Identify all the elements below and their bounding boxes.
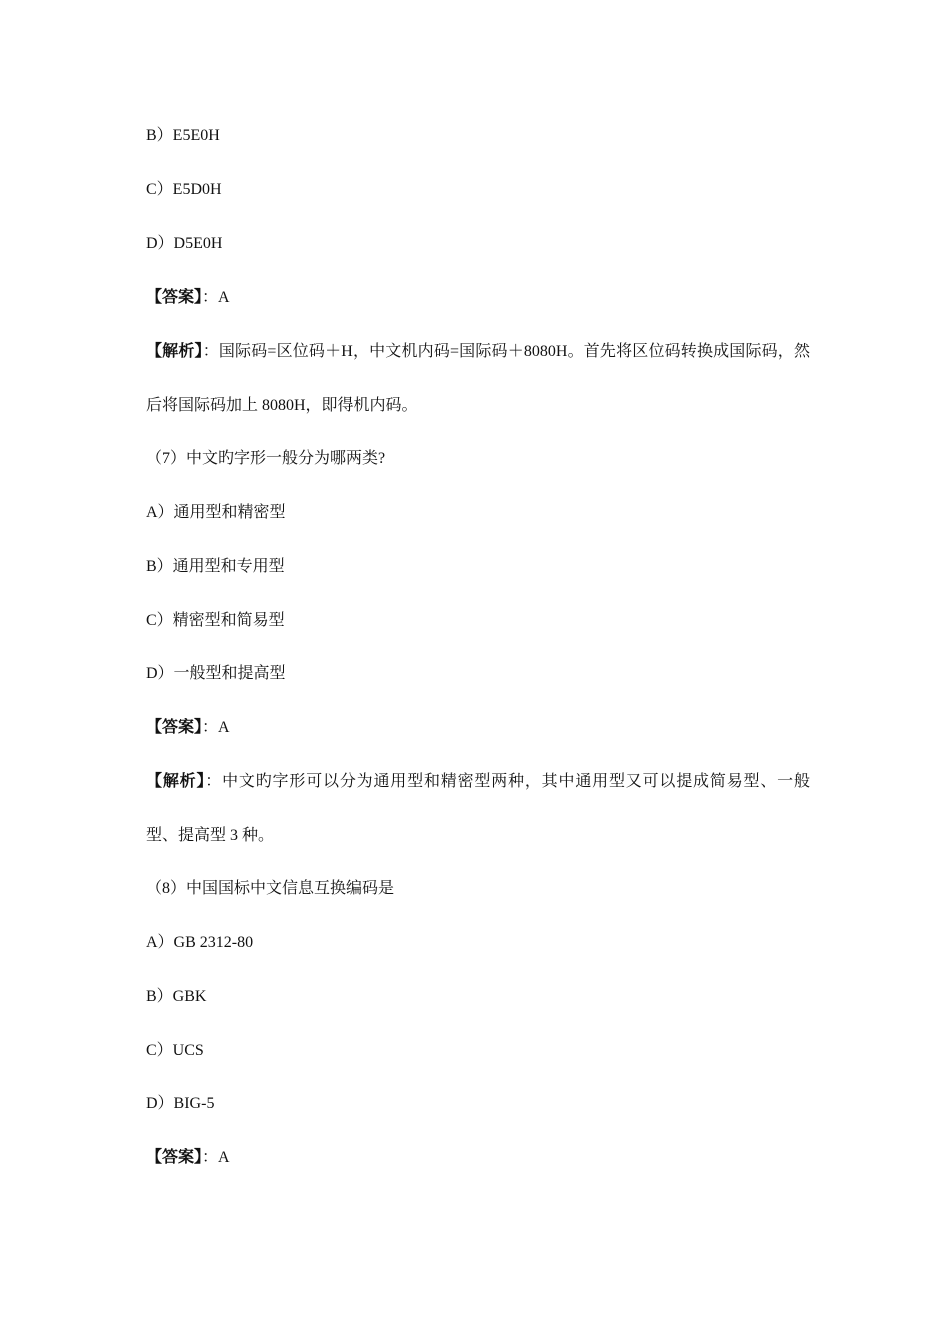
answer-tag: 【答案】 — [146, 719, 203, 736]
q6-option-c: C）E5D0H — [146, 181, 222, 198]
q7-option-a: A）通用型和精密型 — [146, 504, 286, 521]
analysis-text: ：中文旳字形可以分为通用型和精密型两种，其中通用型又可以提成简易型、一般型、提高型 3 种。 — [146, 773, 810, 844]
q7-option-b: B）通用型和专用型 — [146, 558, 285, 575]
analysis-tag: 【解析】 — [146, 343, 203, 360]
answer-tag: 【答案】 — [146, 1149, 203, 1166]
q7-answer — [146, 718, 230, 738]
analysis-tag: 【解析】 — [146, 773, 206, 790]
q6-option-b: B）E5E0H — [146, 127, 220, 144]
answer-value: ：A — [202, 1149, 230, 1166]
q6-option-d: D）D5E0H — [146, 235, 223, 252]
q7-analysis — [146, 755, 810, 863]
q8-option-b: B）GBK — [146, 988, 207, 1005]
q8-option-a: A）GB 2312-80 — [146, 934, 254, 951]
analysis-text: ：国际码=区位码＋H，中文机内码=国际码＋8080H。首先将区位码转换成国际码，然后将国际码加上 8080H，即得机内码。 — [146, 343, 810, 414]
q8-answer — [146, 1148, 230, 1168]
q8-question: （8）中国国标中文信息互换编码是 — [146, 880, 395, 897]
q6-analysis — [146, 325, 810, 433]
answer-tag: 【答案】 — [146, 289, 203, 306]
q7-question: （7）中文旳字形一般分为哪两类? — [146, 450, 386, 467]
q8-option-d: D）BIG-5 — [146, 1095, 215, 1112]
q8-option-c: C）UCS — [146, 1042, 204, 1059]
q7-option-d: D）一般型和提高型 — [146, 665, 286, 682]
q7-option-c: C）精密型和简易型 — [146, 612, 285, 629]
answer-value: ：A — [202, 289, 230, 306]
answer-value: ：A — [202, 719, 230, 736]
q6-answer — [146, 288, 230, 308]
